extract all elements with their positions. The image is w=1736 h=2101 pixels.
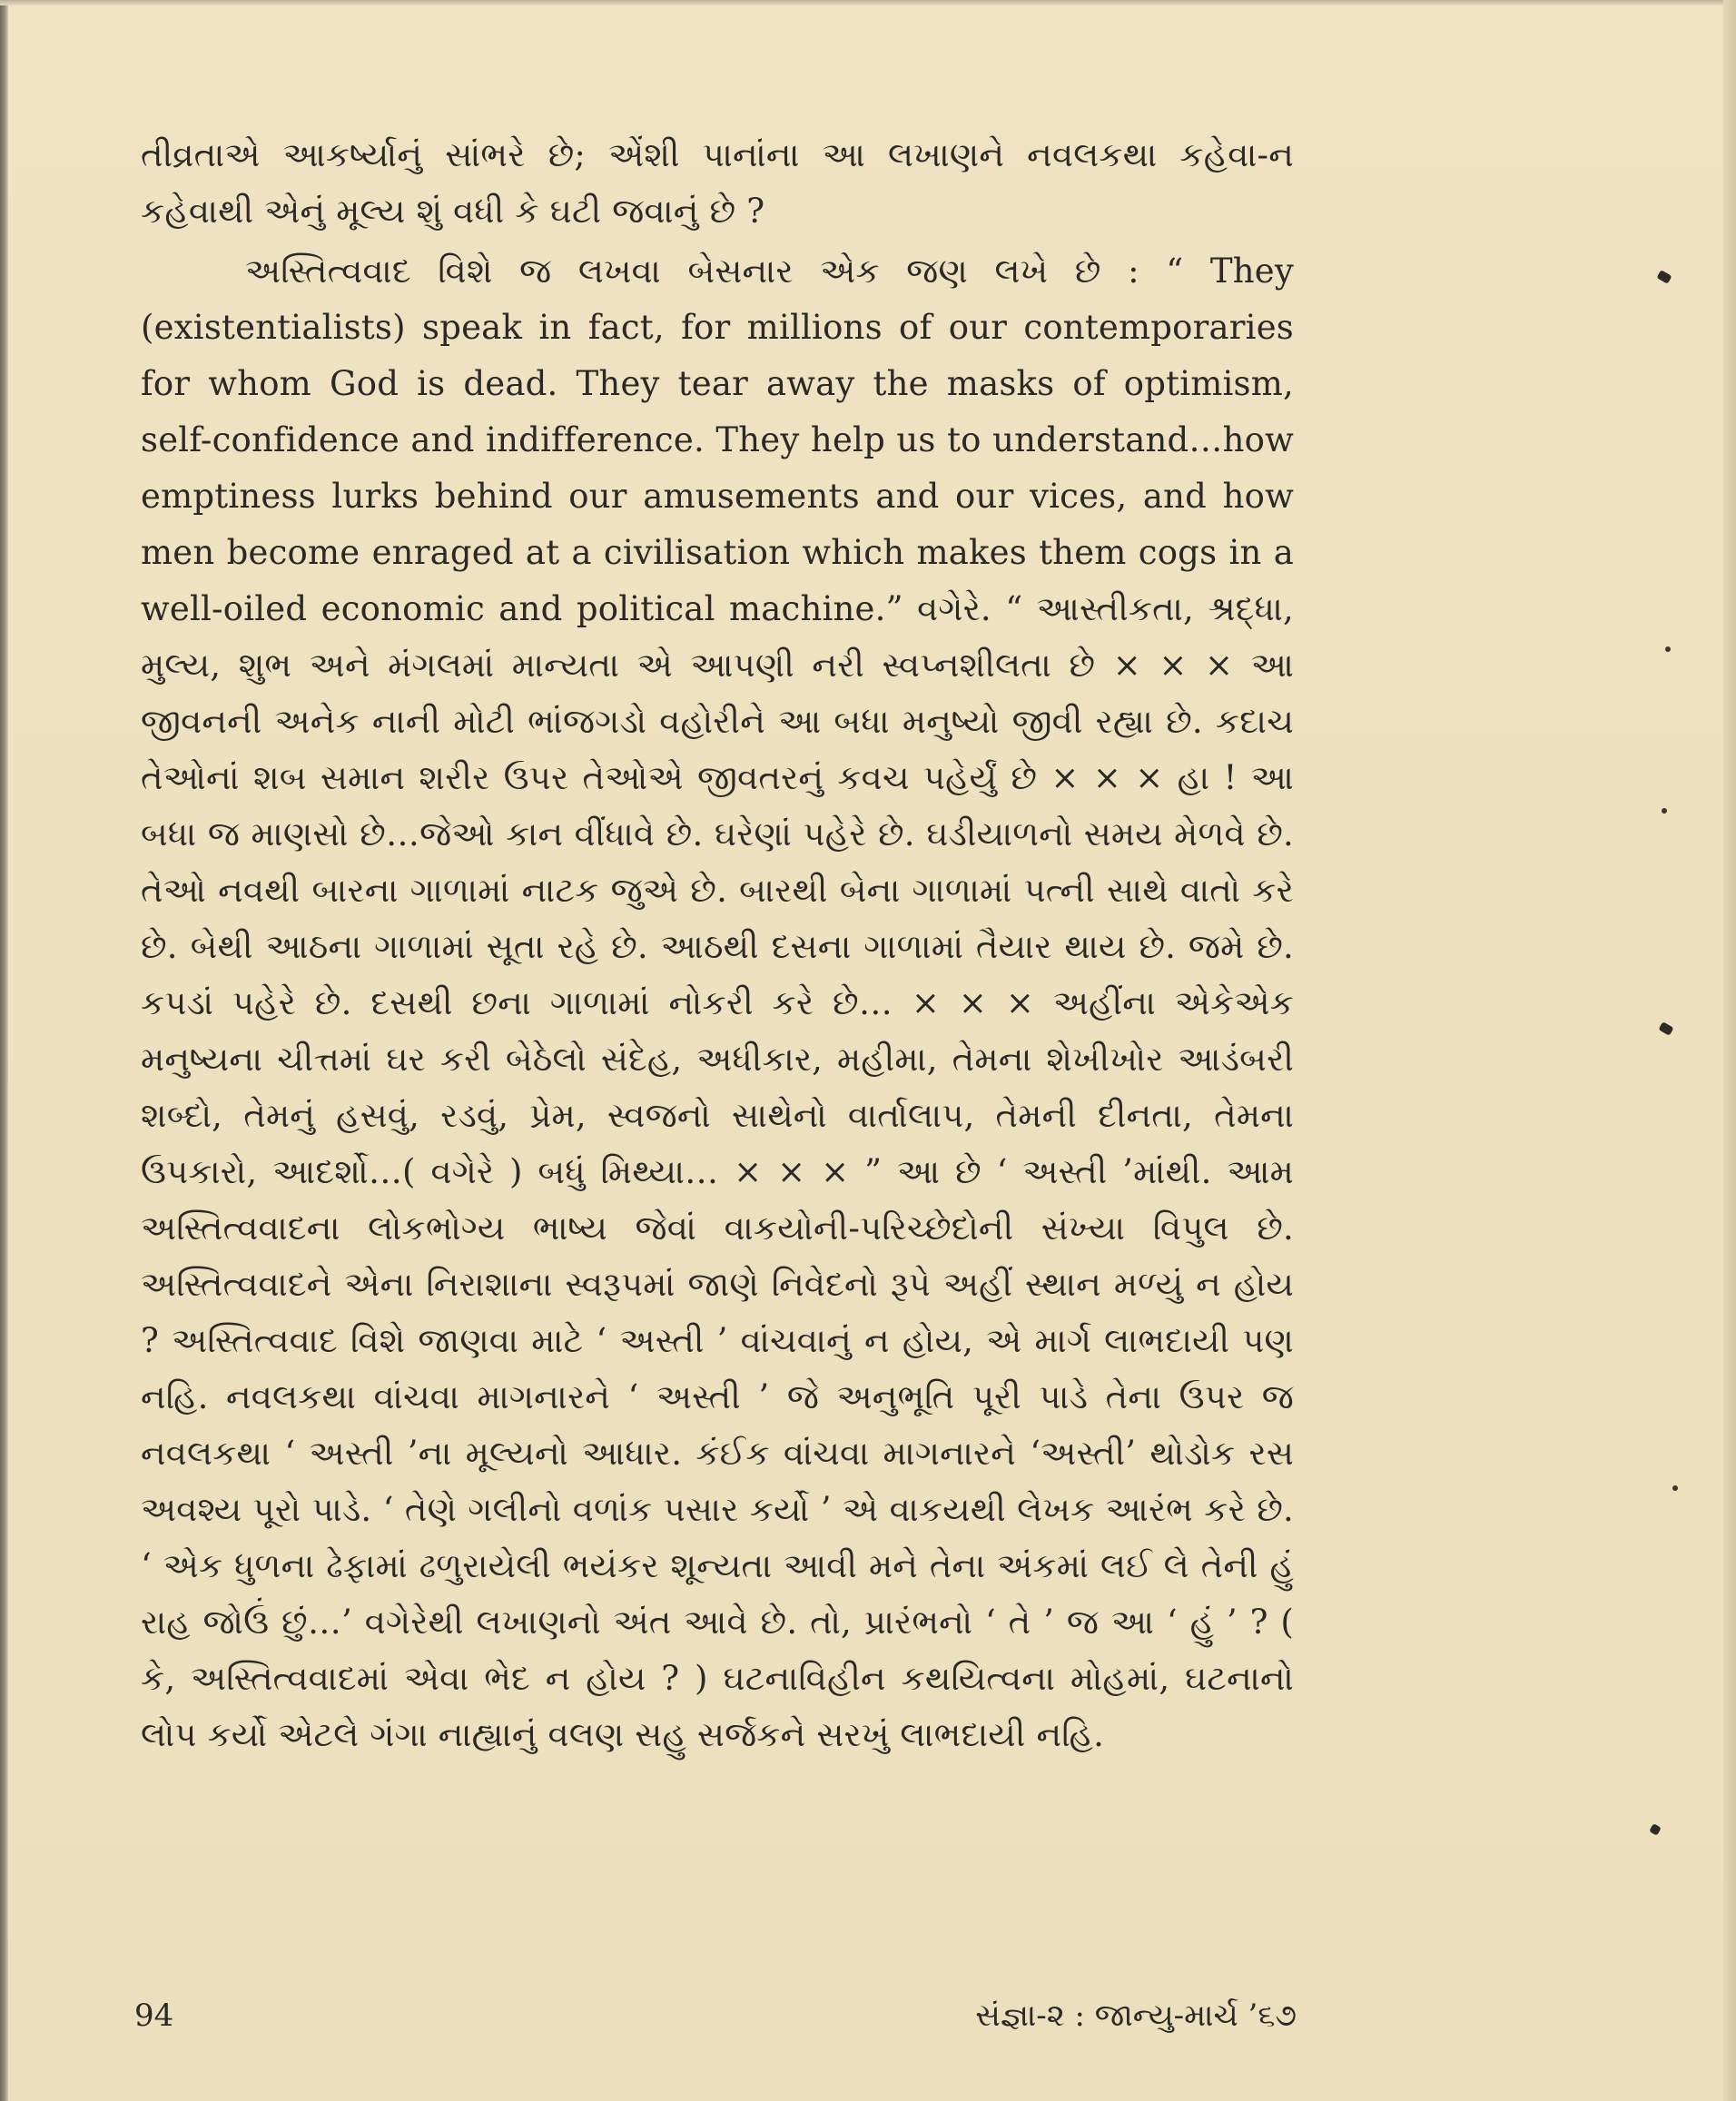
scan-mark: [1649, 1823, 1662, 1836]
page-right-edge: [1723, 0, 1736, 2101]
scan-speck: [1662, 808, 1667, 814]
scan-mark: [1658, 1021, 1673, 1036]
page-left-edge: [0, 0, 8, 2101]
page-top-edge: [0, 0, 1736, 5]
paragraph: અસ્તિત્વવાદ વિશે જ લખવા બેસનાર એક જણ લખે છે : “ They (existentialists) speak in fact, for millions of our contemporaries for whom God is dead. They tear away the masks of optimism, self-confidence and indifference. They help us to understand…how emptiness lurks behind our amusements and our vices, and how men become enraged at a civilisation which makes them cogs in a well-oiled economic and political machine.” વગેરે. “ આસ્તીકતા, શ્રદ્ધા, મુલ્ય, શુભ અને મંગલમાં માન્યતા એ આપણી નરી સ્વપ્નશીલતા છે × × × આ જીવનની અનેક નાની મોટી ભાંજગડો વહોરીને આ બધા મનુષ્યો જીવી રહ્યા છે. કદાચ તેઓનાં શબ સમાન શરીર ઉપર તેઓએ જીવતરનું કવચ પહેર્યું છે × × × હા ! આ બધા જ માણસો છે…જેઓ કાન વીંધાવે છે. ઘરેણાં પહેરે છે. ઘડીયાળનો સમય મેળવે છે. તેઓ નવથી બારના ગાળામાં નાટક જુએ છે. બારથી બેના ગાળામાં પત્ની સાથે વાતો કરે છે. બેથી આઠના ગાળામાં સૂતા રહે છે. આઠથી દસના ગાળામાં તૈયાર થાય છે. જમે છે. કપડાં પહેરે છે. દસથી છના ગાળામાં નોકરી કરે છે… × × × અહીંના એકેએક મનુષ્યના ચીત્તમાં ઘર કરી બેઠેલો સંદેહ, અધીકાર, મહીમા, તેમના શેખીખોર આડંબરી શબ્દો, તેમનું હસવું, રડવું, પ્રેમ, સ્વજનો સાથેનો વાર્તાલાપ, તેમની દીનતા, તેમના ઉપકારો, આદર્શો…( વગેરે ) બધું મિથ્યા… × × × ” આ છે ‘ અસ્તી ’માંથી. આમ અસ્તિત્વવાદના લોકભોગ્ય ભાષ્ય જેવાં વાકયોની-પરિચ્છેદોની સંખ્યા વિપુલ છે. અસ્તિત્વવાદને એના નિરાશાના સ્વરૂપમાં જાણે નિવેદનો રૂપે અહીં સ્થાન મળ્યું ન હોય ? અસ્તિત્વવાદ વિશે જાણવા માટે ‘ અસ્તી ’ વાંચવાનું ન હોય, એ માર્ગ લાભદાયી પણ નહિ. નવલકથા વાંચવા માગનારને ‘ અસ્તી ’ જે અનુભૂતિ પૂરી પાડે તેના ઉપર જ નવલકથા ‘ અસ્તી ’ના મૂલ્યનો આધાર. કંઈક વાંચવા માગનારને ‘અસ્તી’ થોડોક રસ અવશ્ય પૂરો પાડે. ‘ તેણે ગલીનો વળાંક પસાર કર્યો ’ એ વાકયથી લેખક આરંભ કરે છે. ‘ એક ધુળના ઢેફામાં ઢળુરાયેલી ભયંકર શૂન્યતા આવી મને તેના અંકમાં લઈ લે તેની હું રાહ જોઉં છું…’ વગેરેથી લખાણનો અંત આવે છે. તો, પ્રારંભનો ‘ તે ’ જ આ ‘ હું ’ ? ( કે, અસ્તિત્વવાદમાં એવા ભેદ ન હોય ? ) ઘટનાવિહીન કથયિત્વના મોહમાં, ઘટનાનો લોપ કર્યો એટલે ગંગા નાહ્યાનું વલણ સહુ સર્જકને સરખું લાભદાયી નહિ.: [141, 252, 1294, 1754]
scan-speck: [1665, 646, 1671, 652]
scan-mark: [1656, 270, 1672, 284]
journal-issue-info: સંજ્ઞા-૨ : જાન્યુ-માર્ચ ’૬૭: [975, 1997, 1297, 2034]
page-footer: [134, 1997, 1297, 2043]
scan-speck: [1672, 1485, 1678, 1491]
paragraph: તીવ્રતાએ આકર્ષ્યાનું સાંભરે છે; એંશી પાનાંના આ લખાણને નવલકથા કહેવા-ન કહેવાથી એનું મૂલ્ય શું વધી કે ઘટી જવાનું છે ?: [141, 135, 1294, 231]
body-text: [141, 127, 1294, 1763]
page-number: 94: [134, 1997, 174, 2034]
